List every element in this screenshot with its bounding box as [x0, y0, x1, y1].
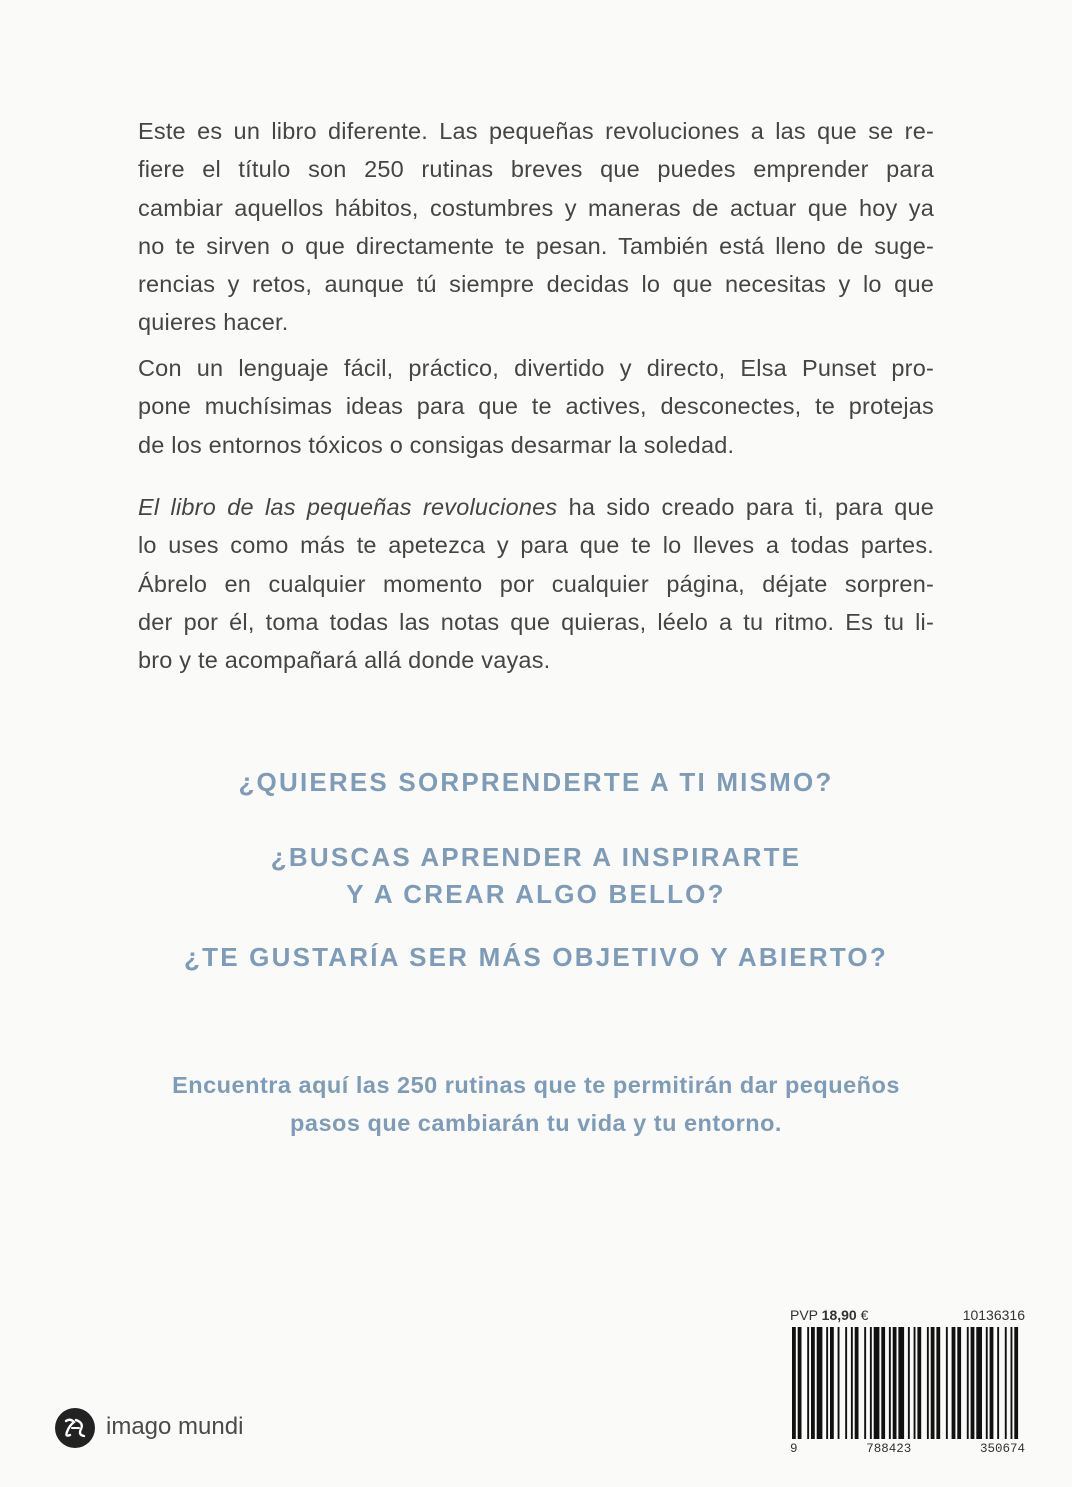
- barcode-digit-group: 9: [790, 1442, 798, 1456]
- text-line: bro y te acompañará allá donde vayas.: [138, 647, 551, 674]
- barcode-bar: [967, 1327, 969, 1439]
- barcode-bar: [898, 1327, 904, 1439]
- price-label: [790, 1307, 868, 1323]
- text-line: rencias y retos, aunque tú siempre decidas lo que necesitas y lo que: [138, 271, 934, 298]
- product-code: 10136316: [962, 1307, 1025, 1323]
- barcode-bar: [870, 1327, 872, 1439]
- barcode-bar: [986, 1327, 988, 1439]
- barcode-bar: [830, 1327, 834, 1439]
- barcode-bar: [889, 1327, 891, 1439]
- barcode-bar: [908, 1327, 910, 1439]
- question-1: ¿QUIERES SORPRENDERTE A TI MISMO?: [238, 767, 834, 797]
- text-line: cambiar aquellos hábitos, costumbres y maneras de actuar que hoy ya: [138, 194, 934, 221]
- text-line: pone muchísimas ideas para que te actives, desconectes, te protejas: [138, 393, 934, 420]
- barcode-bar: [881, 1327, 885, 1439]
- barcode-digit-group: 350674: [979, 1442, 1025, 1456]
- barcode-bar: [927, 1327, 929, 1439]
- text-line: no te sirven o que directamente te pesan. También está lleno de suge-: [138, 232, 934, 259]
- barcode-bar: [952, 1327, 956, 1439]
- barcode-bar: [931, 1327, 935, 1439]
- book-title-italic: El libro de las pequeñas revoluciones: [138, 494, 558, 520]
- barcode-bar: [807, 1327, 809, 1439]
- question-2-line-1: ¿BUSCAS APRENDER A INSPIRARTE: [270, 842, 802, 872]
- barcode-bar: [893, 1327, 897, 1439]
- closing-line-1: Encuentra aquí las 250 rutinas que te permitirán dar pequeños: [172, 1072, 900, 1098]
- barcode-bar: [976, 1327, 982, 1439]
- publisher-logo-icon: [55, 1408, 95, 1448]
- text-line: der por él, toma todas las notas que quieras, léelo a tu ritmo. Es tu li-: [138, 608, 934, 635]
- barcode-bar: [971, 1327, 975, 1439]
- barcode-bar: [1014, 1327, 1018, 1439]
- barcode-bar: [990, 1327, 994, 1439]
- text-line: Ábrelo en cualquier momento por cualquier página, déjate sorpren-: [138, 570, 934, 597]
- price-currency: €: [860, 1307, 869, 1323]
- text-line: de los entornos tóxicos o consigas desarmar la soledad.: [138, 431, 735, 458]
- text-line: Este es un libro diferente. Las pequeñas revoluciones a las que se re-: [138, 118, 934, 144]
- barcode-bar: [838, 1327, 840, 1439]
- barcode-bar: [1011, 1327, 1013, 1439]
- barcode-bar: [845, 1327, 847, 1439]
- barcode-bar: [946, 1327, 948, 1439]
- barcode-bar: [864, 1327, 866, 1439]
- closing-line-2: pasos que cambiarán tu vida y tu entorno.: [290, 1110, 782, 1136]
- text-segment: ha sido creado para ti, para que: [557, 494, 934, 520]
- price-line: [790, 1307, 1025, 1323]
- text-line: fiere el título son 250 rutinas breves que puedes emprender para: [138, 156, 934, 183]
- barcode-bar: [1005, 1327, 1007, 1439]
- price-prefix: PVP: [790, 1307, 818, 1323]
- barcode-bar: [817, 1327, 823, 1439]
- barcode-bar: [792, 1327, 796, 1439]
- price-amount: 18,90: [821, 1307, 857, 1323]
- barcode-bar: [826, 1327, 828, 1439]
- barcode-bar: [936, 1327, 940, 1439]
- author-paragraph: [138, 349, 934, 464]
- barcode-bar: [914, 1327, 916, 1439]
- question-3: ¿TE GUSTARÍA SER MÁS OBJETIVO Y ABIERTO?: [184, 942, 888, 972]
- barcode-digits: [790, 1442, 1025, 1456]
- barcode-bar: [874, 1327, 880, 1439]
- text-line: quieres hacer.: [138, 309, 289, 336]
- barcode-bar: [811, 1327, 815, 1439]
- intro-paragraph: [138, 112, 934, 342]
- publisher-name: imago mundi: [106, 1413, 244, 1440]
- barcode-bar: [917, 1327, 921, 1439]
- barcode-bar: [997, 1327, 999, 1439]
- barcode-bar: [957, 1327, 961, 1439]
- barcode-bar: [851, 1327, 853, 1439]
- usage-paragraph: [138, 488, 934, 679]
- barcode-digit-group: 788423: [866, 1442, 912, 1456]
- text-line: Con un lenguaje fácil, práctico, divertido y directo, Elsa Punset pro-: [138, 355, 934, 381]
- question-2-line-2: Y A CREAR ALGO BELLO?: [346, 879, 726, 909]
- text-line: lo uses como más te apetezca y para que te lo lleves a todas partes.: [138, 532, 934, 559]
- barcode-bar: [855, 1327, 859, 1439]
- barcode-bar: [798, 1327, 802, 1439]
- text-line: [138, 488, 934, 526]
- barcode: [790, 1327, 1025, 1439]
